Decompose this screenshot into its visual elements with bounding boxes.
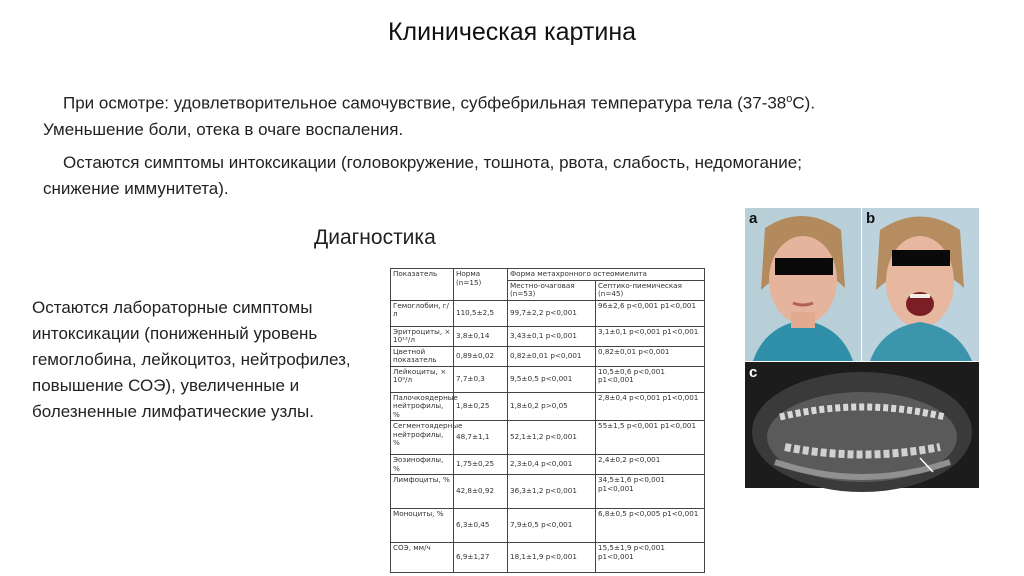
col-local-header: Местно-очаговая (n=53) (508, 280, 596, 300)
cell-local: 36,3±1,2 p<0,001 (508, 475, 596, 509)
cell-norm: 1,75±0,25 (454, 455, 508, 475)
intoxication-line1: Остаются симптомы интоксикации (головокружение, тошнота, рвота, слабость, недомогание; (63, 153, 802, 172)
cell-local: 2,3±0,4 p<0,001 (508, 455, 596, 475)
panoramic-xray (745, 362, 979, 488)
face-closed-mouth-image (745, 208, 861, 361)
cell-septic: 10,5±0,6 p<0,001 p1<0,001 (596, 366, 705, 392)
cell-indicator: СОЭ, мм/ч (391, 543, 454, 573)
intoxication-line2: снижение иммунитета). (43, 179, 229, 198)
cell-indicator: Гемоглобин, г/л (391, 300, 454, 326)
cell-norm: 0,89±0,02 (454, 346, 508, 366)
cell-septic: 15,5±1,9 p<0,001 p1<0,001 (596, 543, 705, 573)
examination-paragraph (43, 86, 983, 143)
cell-local: 52,1±1,2 p<0,001 (508, 421, 596, 455)
cell-norm: 110,5±2,5 (454, 300, 508, 326)
cell-local: 99,7±2,2 p<0,001 (508, 300, 596, 326)
cell-septic: 55±1,5 p<0,001 p1<0,001 (596, 421, 705, 455)
lab-table-container (390, 268, 704, 562)
cell-local: 7,9±0,5 p<0,001 (508, 509, 596, 543)
cell-norm: 3,8±0,14 (454, 326, 508, 346)
patient-photo-a (745, 208, 861, 361)
cell-norm: 42,8±0,92 (454, 475, 508, 509)
cell-local: 1,8±0,2 p>0,05 (508, 392, 596, 421)
examination-line1: При осмотре: удовлетворительное самочувствие, субфебрильная температура тела (37-38 (63, 93, 787, 113)
xray-image (745, 362, 979, 488)
slide-title: Клиническая картина (387, 18, 637, 46)
table-row (391, 326, 705, 346)
table-row (391, 392, 705, 421)
cell-norm: 48,7±1,1 (454, 421, 508, 455)
cell-septic: 6,8±0,5 p<0,005 p1<0,001 (596, 509, 705, 543)
temperature-unit: С). (792, 93, 816, 113)
lab-results-table (390, 268, 705, 573)
lab-symptoms-text: Остаются лабораторные симптомы интоксикации (пониженный уровень гемоглобина, лейкоцитоз, нейтрофилез, повышение СОЭ), увеличенные и болезненные лимфатические узлы. (32, 298, 351, 421)
photo-label-b: b (866, 210, 876, 227)
table-row (391, 366, 705, 392)
cell-indicator: Моноциты, % (391, 509, 454, 543)
face-open-mouth-image (862, 208, 979, 361)
cell-septic: 0,82±0,01 p<0,001 (596, 346, 705, 366)
table-row (391, 543, 705, 573)
cell-norm: 1,8±0,25 (454, 392, 508, 421)
cell-indicator: Палочкоядерные нейтрофилы, % (391, 392, 454, 421)
cell-indicator: Лимфоциты, % (391, 475, 454, 509)
cell-norm: 7,7±0,3 (454, 366, 508, 392)
col-indicator-header: Показатель (391, 269, 454, 301)
col-septic-header: Септико-пиемическая (n=45) (596, 280, 705, 300)
cell-septic: 96±2,6 p<0,001 p1<0,001 (596, 300, 705, 326)
cell-norm: 6,3±0,45 (454, 509, 508, 543)
col-norm-header: Норма (n=15) (454, 269, 508, 301)
table-row (391, 509, 705, 543)
table-row (391, 421, 705, 455)
cell-septic: 3,1±0,1 p<0,001 p1<0,001 (596, 326, 705, 346)
cell-local: 18,1±1,9 p<0,001 (508, 543, 596, 573)
patient-photo-b (862, 208, 979, 361)
degree-sign: о (786, 93, 793, 105)
table-row (391, 346, 705, 366)
table-row (391, 455, 705, 475)
table-row (391, 300, 705, 326)
cell-local: 9,5±0,5 p<0,001 (508, 366, 596, 392)
cell-norm: 6,9±1,27 (454, 543, 508, 573)
cell-indicator: Эозинофилы, % (391, 455, 454, 475)
cell-indicator: Лейкоциты, × 10⁹/л (391, 366, 454, 392)
cell-septic: 2,4±0,2 p<0,001 (596, 455, 705, 475)
cell-septic: 2,8±0,4 p<0,001 p1<0,001 (596, 392, 705, 421)
cell-indicator: Цветной показатель (391, 346, 454, 366)
photo-label-a: a (749, 210, 758, 227)
cell-local: 0,82±0,01 p<0,001 (508, 346, 596, 366)
intoxication-paragraph (43, 150, 983, 202)
osteomyelitis-form-header: Форма метахронного остеомиелита (508, 269, 705, 281)
table-row (391, 475, 705, 509)
cell-septic: 34,5±1,6 p<0,001 p1<0,001 (596, 475, 705, 509)
cell-indicator: Эритроциты, × 10¹²/л (391, 326, 454, 346)
diagnostics-heading: Диагностика (314, 226, 436, 249)
cell-local: 3,43±0,1 p<0,001 (508, 326, 596, 346)
photo-label-c: c (749, 364, 758, 381)
cell-indicator: Сегментоядерные нейтрофилы, % (391, 421, 454, 455)
examination-line2: Уменьшение боли, отека в очаге воспаления. (43, 119, 404, 139)
